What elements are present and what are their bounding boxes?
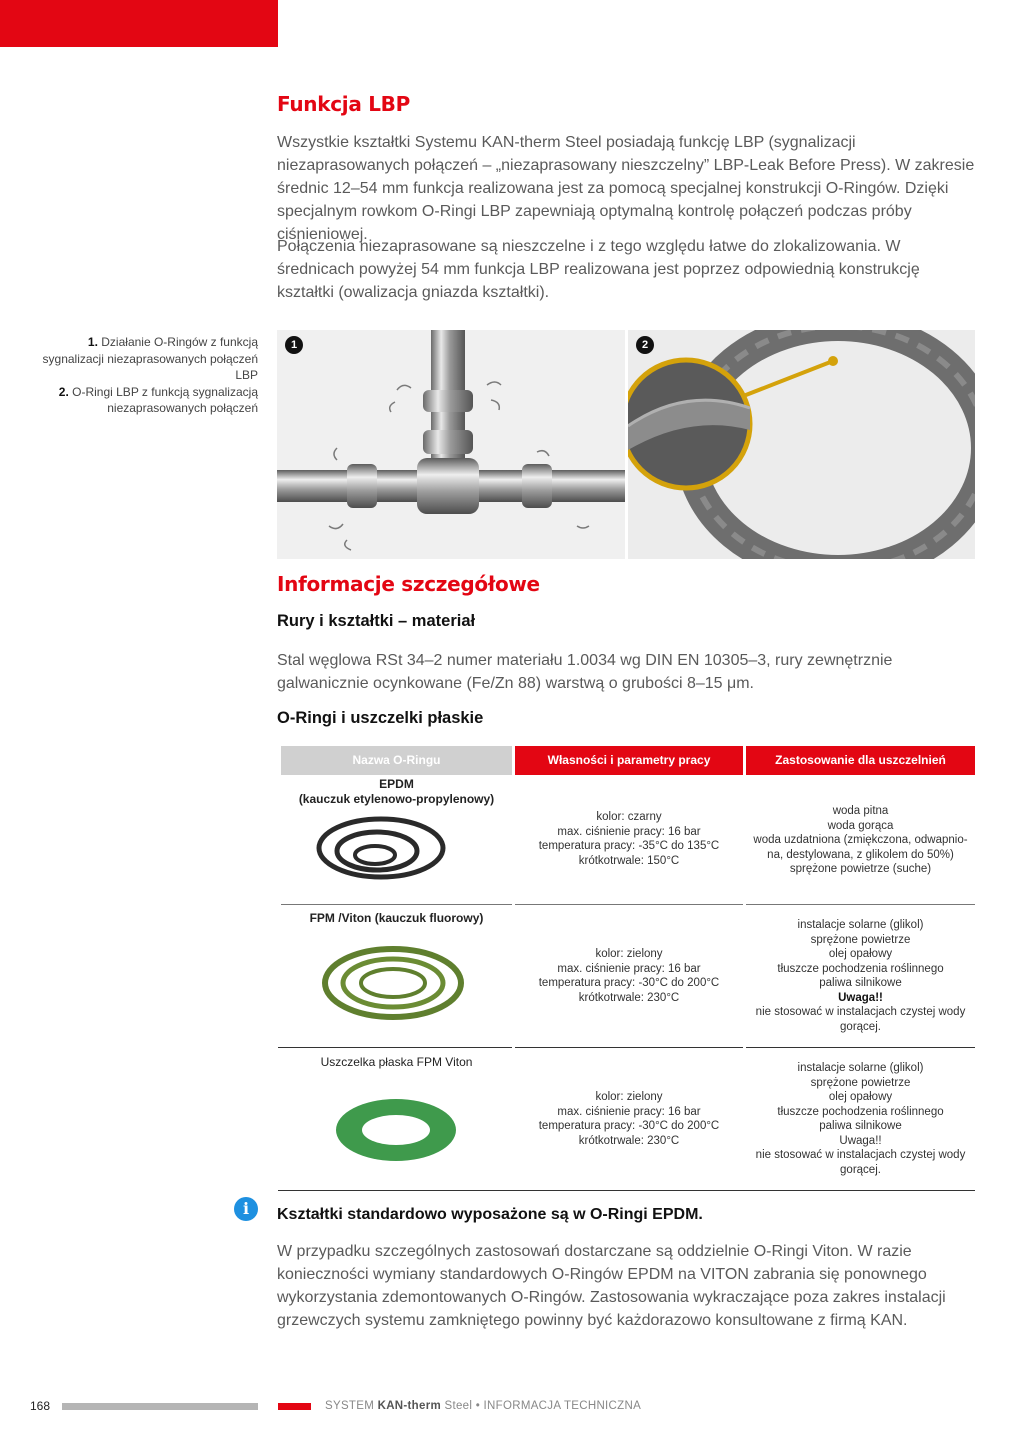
row3-usage-2: sprężone powietrze [810,1076,911,1089]
row2-usage-3: olej opałowy [828,948,893,960]
gasket-hole [362,1115,430,1145]
row1-usage-5: sprężone powietrze (suche) [789,863,932,875]
row1-usage [746,804,975,877]
info-icon: i [234,1197,258,1221]
row3-usage-5: paliwa silnikowe [819,1120,902,1132]
footer-brand: KAN-therm [377,1400,441,1412]
photo-badge-2: 2 [636,336,654,354]
row1-param-3: temperatura pracy: -35°C do 135°C [538,840,720,852]
row1-param-1: kolor: czarny [596,811,662,823]
viton-oring-image [320,944,466,1022]
row1-usage-4: na, destylowana, z glikolem do 50%) [767,848,954,861]
photo-pipe-tee-leak [277,330,625,559]
row2-usage [746,918,975,1034]
row2-usage-5: paliwa silnikowe [819,977,902,989]
row1-usage-2: woda gorąca [827,819,894,832]
row3-params [515,1090,743,1148]
lbp-paragraph-1: Wszystkie kształtki Systemu KAN-therm Steel posiadają funkcję LBP (sygnalizacji niezaprasowanych połączeń – „niezaprasowany nieszczelny” LBP-Leak Before Press). W zakresie średnic 12–54 mm funkcja realizowana jest za pomocą specjalnej konstrukcji O-Ringów. Dzięki specjalnym rowkom O-Ringi LBP zapewniają optymalną kontrolę połączeń podczas próby ciśnieniowej. [277,134,975,243]
row3-name: Uszczelka płaska FPM Viton [320,1055,473,1069]
row3-usage-1: instalacje solarne (glikol) [797,1062,924,1074]
viton-ring-medium [343,959,443,1007]
row1-usage-3: woda uzdatniona (zmiękczona, odwapnio- [753,834,968,846]
row3-usage-8: gorącej. [840,1163,881,1176]
viton-ring-small [361,969,425,997]
row3-usage [746,1061,975,1177]
info-title: Kształtki standardowo wyposażone są w O-Ringi EPDM. [277,1206,703,1223]
row2-divider-b [515,1047,743,1048]
epdm-ring-small [355,846,395,864]
row2-divider-c [746,1047,975,1048]
epdm-oring-image [315,815,447,881]
row1-divider-a [281,904,512,905]
row2-usage-8: gorącej. [840,1020,881,1033]
footer-red-bar [278,1403,311,1410]
photo-oring-lbp [628,330,975,559]
row1-divider-b [515,904,743,905]
table-bottom-rule [278,1190,975,1191]
table-header-name: Nazwa O-Ringu [281,746,512,775]
subtitle-material: Rury i kształtki – materiał [277,612,476,630]
row1-param-4: krótkotrwale: 150°C [578,854,680,867]
row2-name: FPM /Viton (kauczuk fluorowy) [309,911,484,925]
photo-badge-1: 1 [285,336,303,354]
page-number: 168 [30,1399,51,1413]
row1-name [281,777,512,807]
row2-usage-warning: Uwaga!! [838,991,883,1004]
row2-param-3: temperatura pracy: -30°C do 200°C [538,977,720,989]
row1-params [515,810,743,868]
section-title-details: Informacje szczegółowe [277,572,540,596]
row3-param-1: kolor: zielony [595,1091,663,1103]
info-paragraph: W przypadku szczególnych zastosowań dostarczane są oddzielnie O-Ringi Viton. W razie konieczności wymiany standardowych O-Ringów EPDM na VITON zabrania się ponownego wykorzystania zdemontowanych O-Ringów. Zastosowania wykraczające poza zakres instalacji grzewczych systemu zamkniętego powinny być każdorazowo konsultowane z firmą KAN. [277,1243,946,1329]
footer-label [325,1400,641,1412]
row1-usage-1: woda pitna [832,805,889,817]
caption-2-text: O-Ringi LBP z funkcją sygnalizacją niezaprasowanych połączeń [72,384,258,415]
row2-usage-4: tłuszcze pochodzenia roślinnego [777,962,944,975]
caption-2-number: 2. [58,384,69,399]
row2-divider-a [278,1047,512,1048]
caption-1-number: 1. [87,335,98,349]
row2-param-2: max. ciśnienie pracy: 16 bar [557,962,701,975]
section-title-lbp: Funkcja LBP [277,92,410,116]
row2-param-1: kolor: zielony [595,948,663,960]
row2-params [515,947,743,1005]
flat-gasket-image [334,1097,458,1163]
footer-grey-bar [62,1403,258,1410]
row3-param-3: temperatura pracy: -30°C do 200°C [538,1120,720,1132]
material-paragraph: Stal węglowa RSt 34–2 numer materiału 1.0034 wg DIN EN 10305–3, rury zewnętrznie galwanicznie ocynkowane (Fe/Zn 88) warstwą o grubości 8–15 μm. [277,652,893,692]
table-header-params: Własności i parametry pracy [515,746,743,775]
row3-usage-4: tłuszcze pochodzenia roślinnego [777,1105,944,1118]
footer-section: • INFORMACJA TECHNICZNA [475,1400,642,1412]
figure-caption [40,334,258,417]
row2-usage-2: sprężone powietrze [810,933,911,946]
row3-usage-7: nie stosować w instalacjach czystej wody [755,1149,966,1161]
row2-usage-7: nie stosować w instalacjach czystej wody [755,1006,966,1018]
row1-name-line1: EPDM [379,777,414,791]
footer-product: Steel [444,1400,473,1412]
pipe-tee-illustration [277,330,625,559]
row3-usage-warning: Uwaga!! [839,1134,882,1147]
header-red-tab [0,0,278,47]
row3-param-4: krótkotrwale: 230°C [578,1134,680,1147]
lbp-paragraph-2: Połączenia niezaprasowane są nieszczelne i z tego względu łatwe do zlokalizowania. W średnicach powyżej 54 mm funkcja LBP realizowana jest poprzez odpowiednią konstrukcję kształtki (owalizacja gniazda kształtki). [277,238,920,301]
oring-illustration [628,330,975,559]
row2-usage-1: instalacje solarne (glikol) [797,919,924,931]
subtitle-orings: O-Ringi i uszczelki płaskie [277,709,484,727]
row2-param-4: krótkotrwale: 230°C [578,991,680,1004]
caption-1-text: Działanie O-Ringów z funkcją sygnalizacji niezaprasowanych połączeń LBP [42,335,258,382]
row1-divider-c [746,904,975,905]
table-header-usage: Zastosowanie dla uszczelnień [746,746,975,775]
row1-param-2: max. ciśnienie pracy: 16 bar [557,825,701,838]
footer-system: SYSTEM [325,1400,375,1412]
row3-usage-3: olej opałowy [828,1091,893,1103]
row1-name-line2: (kauczuk etylenowo-propylenowy) [298,792,495,806]
row3-param-2: max. ciśnienie pracy: 16 bar [557,1105,701,1118]
